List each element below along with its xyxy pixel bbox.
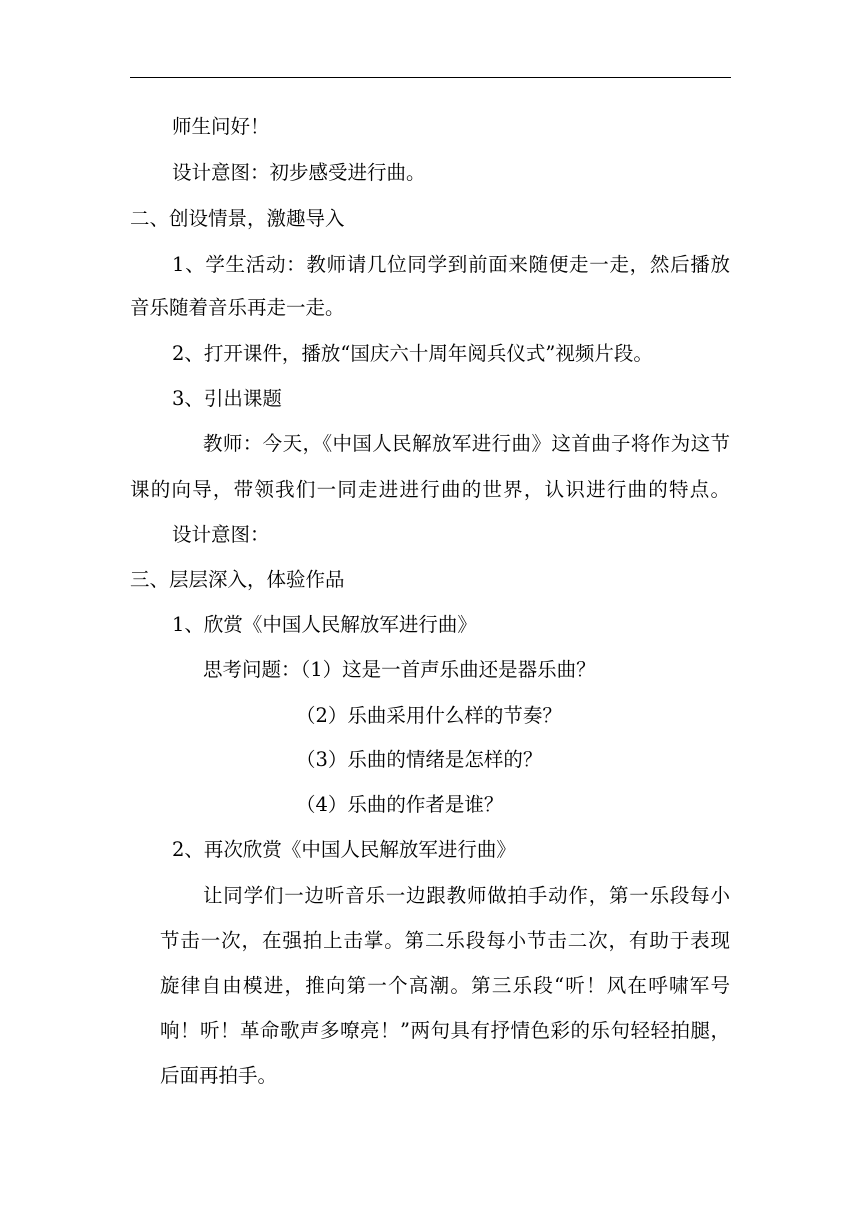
text-line-teacher-2: 课的向导，带领我们一同走进进行曲的世界，认识进行曲的特点。 bbox=[130, 478, 730, 501]
header-rule bbox=[130, 77, 731, 78]
text-line-activity-2: 2、打开课件，播放“国庆六十周年阅兵仪式”视频片段。 bbox=[172, 342, 653, 365]
section-heading-2: 二、创设情景，激趣导入 bbox=[130, 207, 345, 230]
text-line-design-intent-2: 设计意图： bbox=[172, 523, 270, 546]
text-line-activity-3: 3、引出课题 bbox=[172, 387, 282, 410]
text-line-greeting: 师生问好！ bbox=[172, 115, 270, 138]
text-line-appreciate-1: 1、欣赏《中国人民解放军进行曲》 bbox=[172, 613, 477, 636]
text-line-clap-5: 后面再拍手。 bbox=[160, 1064, 278, 1087]
text-line-appreciate-2: 2、再次欣赏《中国人民解放军进行曲》 bbox=[172, 838, 516, 861]
text-line-design-intent-1: 设计意图：初步感受进行曲。 bbox=[172, 161, 426, 184]
text-line-activity-1: 1、学生活动：教师请几位同学到前面来随便走一走，然后播放 bbox=[172, 253, 730, 276]
text-line-question-1: 思考问题：（1）这是一首声乐曲还是器乐曲？ bbox=[203, 658, 596, 681]
text-line-clap-3: 旋律自由模进，推向第一个高潮。第三乐段“听！风在呼啸军号 bbox=[160, 974, 730, 997]
text-line-clap-4: 响！听！革命歌声多嘹亮！”两句具有抒情色彩的乐句轻轻拍腿， bbox=[160, 1019, 730, 1042]
text-line-question-3: （3）乐曲的情绪是怎样的？ bbox=[296, 748, 543, 771]
text-line-question-4: （4）乐曲的作者是谁？ bbox=[296, 793, 504, 816]
section-heading-3: 三、层层深入，体验作品 bbox=[130, 568, 345, 591]
text-line-question-2: （2）乐曲采用什么样的节奏？ bbox=[296, 704, 562, 727]
text-line-clap-1: 让同学们一边听音乐一边跟教师做拍手动作，第一乐段每小 bbox=[203, 884, 730, 907]
text-line-activity-1-cont: 音乐随着音乐再走一走。 bbox=[130, 296, 345, 319]
text-line-clap-2: 节击一次，在强拍上击掌。第二乐段每小节击二次，有助于表现 bbox=[160, 929, 730, 952]
text-line-teacher-1: 教师：今天，《中国人民解放军进行曲》这首曲子将作为这节 bbox=[203, 432, 730, 455]
